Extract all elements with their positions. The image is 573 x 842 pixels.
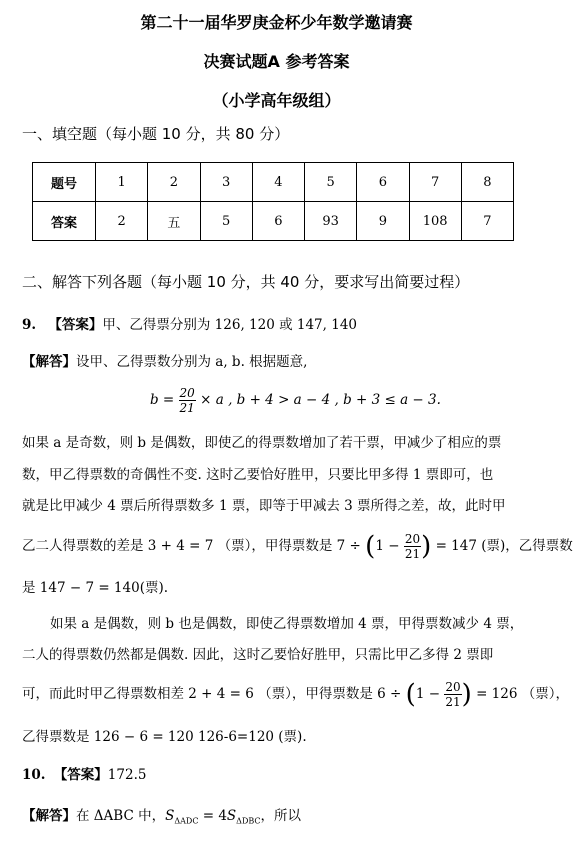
table-row — [33, 163, 514, 202]
table-cell: 3 — [200, 163, 252, 202]
paragraph-line: 乙得票数是 126 − 6 = 120 126-6=120 (票). — [22, 729, 307, 745]
page-title: 第二十一届华罗庚金杯少年数学邀请赛 — [140, 13, 413, 32]
line-text: = 147 (票)，乙得票数 — [435, 538, 573, 554]
formula-lhs: b = — [150, 392, 175, 408]
question-number: 10. — [22, 767, 46, 783]
answer-text: 甲、乙得票分别为 126, 120 或 147, 140 — [102, 317, 357, 333]
formula-rest: × a , b + 4 > a − 4 , b + 3 ≤ a − 3. — [200, 392, 441, 408]
paragraph-line: 是 147 − 7 = 140(票). — [22, 580, 169, 596]
table-cell: 2 — [96, 202, 148, 241]
paragraph-line: 如果 a 是奇数，则 b 是偶数，即使乙的得票数增加了若干票，甲减少了相应的票 — [22, 435, 502, 451]
table-cell: 1 — [96, 163, 148, 202]
table-cell: 6 — [252, 202, 304, 241]
table-cell: 7 — [461, 202, 513, 241]
q9-solution-line — [22, 353, 307, 371]
page-subtitle: 决赛试题A 参考答案 — [203, 52, 350, 71]
q10-solution-line: 【解答】在 ΔABC 中，$S_{\Delta ADC} = 4S_{\Delta DBC}$，所以 — [22, 808, 302, 826]
paragraph-line: 数，甲乙得票数的奇偶性不变. 这时乙要恰好胜甲，只要比甲多得 1 票即可，也 — [22, 467, 494, 483]
table-cell: 5 — [200, 202, 252, 241]
paragraph-line: 就是比甲减少 4 票后所得票数多 1 票，即等于甲减去 3 票所得之差，故，此时甲 — [22, 498, 506, 514]
row-label: 题号 — [33, 163, 96, 202]
paragraph-line: 如果 a 是偶数，则 b 也是偶数，即使乙得票数增加 4 票，甲得票数减少 4 票， — [50, 616, 524, 632]
table-cell: 7 — [409, 163, 461, 202]
table-cell: 五 — [148, 202, 200, 241]
answer-tag: 【答案】 — [53, 767, 108, 783]
question-number: 9. — [22, 317, 37, 333]
table-cell: 5 — [305, 163, 357, 202]
answer-tag: 【答案】 — [48, 317, 103, 333]
section1-heading: 一、填空题（每小题 10 分，共 80 分） — [22, 125, 290, 143]
table-cell: 93 — [305, 202, 357, 241]
table-cell: 108 — [409, 202, 461, 241]
solution-text: 在 ΔABC 中， — [76, 808, 166, 824]
answer-text: 172.5 — [107, 767, 147, 783]
table-cell: 9 — [357, 202, 409, 241]
paragraph-line: 二人的得票数仍然都是偶数. 因此，这时乙要恰好胜甲，只需比甲乙多得 2 票即 — [22, 647, 494, 663]
one-minus: 1 − — [375, 538, 400, 554]
grade-group: （小学高年级组） — [212, 91, 341, 110]
table-cell: 4 — [252, 163, 304, 202]
line-text: 乙二人得票数的差是 3 + 4 = 7 （票），甲得票数是 7 ÷ — [22, 538, 361, 554]
q9-answer-line — [22, 316, 357, 334]
one-minus: 1 − — [415, 686, 441, 702]
paragraph-line-with-fraction: 可，而此时甲乙得票数相差 2 + 4 = 6 （票），甲得票数是 6 ÷ (1 − $\frac{20}{21}$ ) = 126 （票）， — [22, 679, 569, 710]
table-cell: 6 — [357, 163, 409, 202]
fraction-numerator: 20 — [179, 386, 195, 400]
table-cell: 8 — [461, 163, 513, 202]
fraction: $\frac{20}{21}$ — [445, 680, 461, 709]
fraction-denominator: 21 — [179, 401, 195, 415]
q9-formula — [150, 386, 441, 415]
table-row — [33, 202, 514, 241]
solution-text: 设甲、乙得票数分别为 a, b. 根据题意, — [76, 354, 308, 370]
q10-answer-line — [22, 766, 146, 784]
formula-fraction — [179, 386, 196, 415]
line-text: 可，而此时甲乙得票数相差 2 + 4 = 6 （票），甲得票数是 6 ÷ — [22, 686, 402, 702]
solution-tag: 【解答】 — [22, 808, 76, 824]
answer-table — [32, 162, 514, 241]
fraction: $\frac{20}{21}$ — [404, 532, 421, 561]
row-label: 答案 — [33, 202, 96, 241]
section2-heading: 二、解答下列各题（每小题 10 分，共 40 分，要求写出简要过程） — [22, 273, 470, 291]
line-text: = 126 （票）， — [476, 686, 569, 702]
paragraph-line-with-fraction: 乙二人得票数的差是 3 + 4 = 7 （票），甲得票数是 7 ÷ (1 − $\frac{20}{21}$ ) = 147 (票)，乙得票数 — [22, 531, 573, 562]
solution-tag: 【解答】 — [22, 354, 76, 370]
table-cell: 2 — [148, 163, 200, 202]
